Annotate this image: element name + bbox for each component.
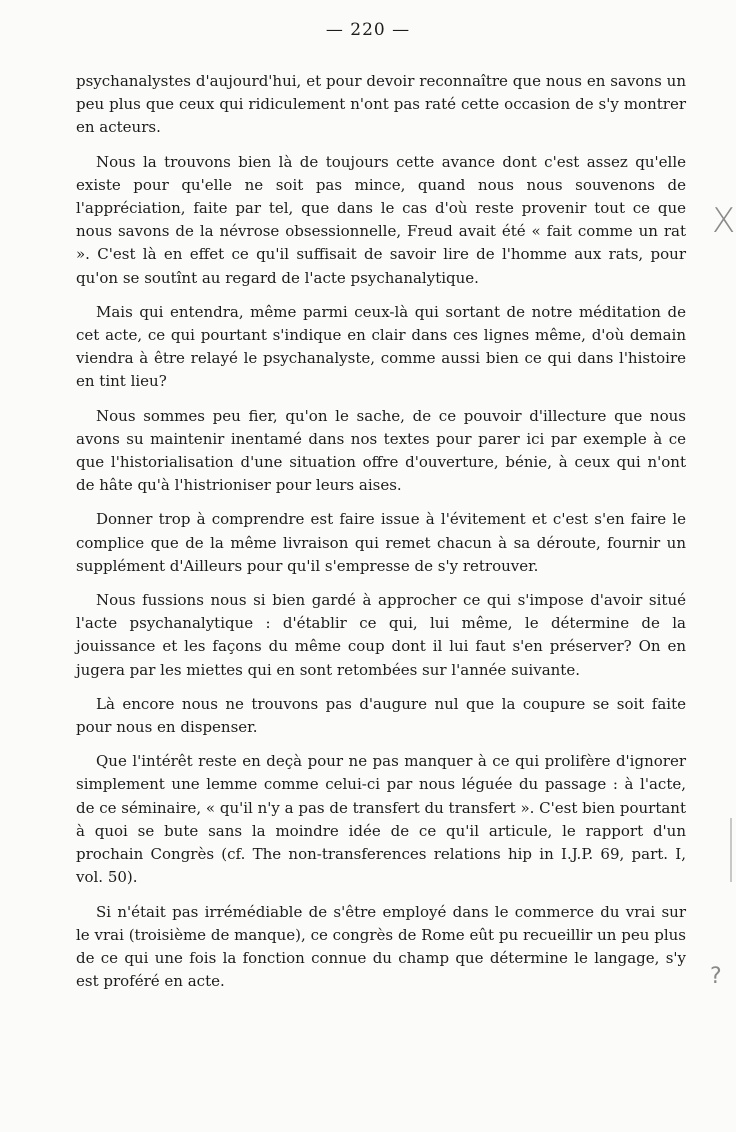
margin-line-mark: [730, 818, 732, 882]
paragraph-6: Nous fussions nous si bien gardé à approcher ce qui s'impose d'avoir situé l'acte psychanalytique : d'établir ce qui, lui même, le détermine de la jouissance et les façons du même coup dont il lui faut s'en préserver? On en jugera par les miettes qui en sont retombées sur l'année suivante.: [76, 591, 686, 679]
text-body: [76, 70, 686, 1004]
paragraph-7: Là encore nous ne trouvons pas d'augure nul que la coupure se soit faite pour nous en dispenser.: [76, 694, 686, 737]
paragraph-8: Que l'intérêt reste en deçà pour ne pas manquer à ce qui prolifère d'ignorer simplement une lemme comme celui-ci par nous léguée du passage : à l'acte, de ce séminaire, « qu'il n'y a pas de transfert du transfert ». C'est bien pourtant à quoi se bute sans la moindre idée de ce qu'il articule, le rapport d'un prochain Congrès (cf. The non-transferences relations hip in I.J.P. 69, part. I, vol. 50).: [76, 752, 686, 887]
paragraph-1: psychanalystes d'aujourd'hui, et pour devoir reconnaître que nous en savons un peu plus que ceux qui ridiculement n'ont pas raté cette occasion de s'y montrer en acteurs.: [76, 72, 686, 137]
margin-question-mark: ?: [710, 964, 722, 989]
page-number: — 220 —: [325, 20, 411, 40]
paragraph-5: Donner trop à comprendre est faire issue à l'évitement et c'est s'en faire le complice que de la même livraison qui remet chacun à sa déroute, fournir un supplément d'Ailleurs pour qu'il s'empresse de s'y retrouver.: [76, 510, 686, 575]
paragraph-9: Si n'était pas irrémédiable de s'être employé dans le commerce du vrai sur le vrai (troisième de manque), ce congrès de Rome eût pu recueillir un peu plus de ce qui une fois la fonction connue du champ que détermine le langage, s'y est proféré en acte.: [76, 902, 686, 991]
paragraph-4: Nous sommes peu fier, qu'on le sache, de ce pouvoir d'illecture que nous avons su maintenir inentamé dans nos textes pour parer ici par exemple à ce que l'historialisation d'une situation offre d'ouverture, bénie, à ceux qui n'ont de hâte qu'à l'histrioniser pour leurs aises.: [76, 406, 686, 495]
margin-cross-mark: X: [712, 201, 736, 241]
paragraph-2: Nous la trouvons bien là de toujours cette avance dont c'est assez qu'elle existe pour qu'elle ne soit pas mince, quand nous nous souvenons de l'appréciation, faite par tel, que dans le cas d'où reste provenir tout ce que nous savons de la névrose obsessionnelle, Freud avait été « fait comme un rat ». C'est là en effet ce qu'il suffisait de savoir lire de l'homme aux rats, pour qu'on se soutînt au regard de l'acte psychanalytique.: [76, 152, 686, 287]
paragraph-3: Mais qui entendra, même parmi ceux-là qui sortant de notre méditation de cet acte, ce qui pourtant s'indique en clair dans ces lignes même, d'où demain viendra à être relayé le psychanalyste, comme aussi bien ce qui dans l'histoire en tint lieu?: [76, 302, 686, 391]
